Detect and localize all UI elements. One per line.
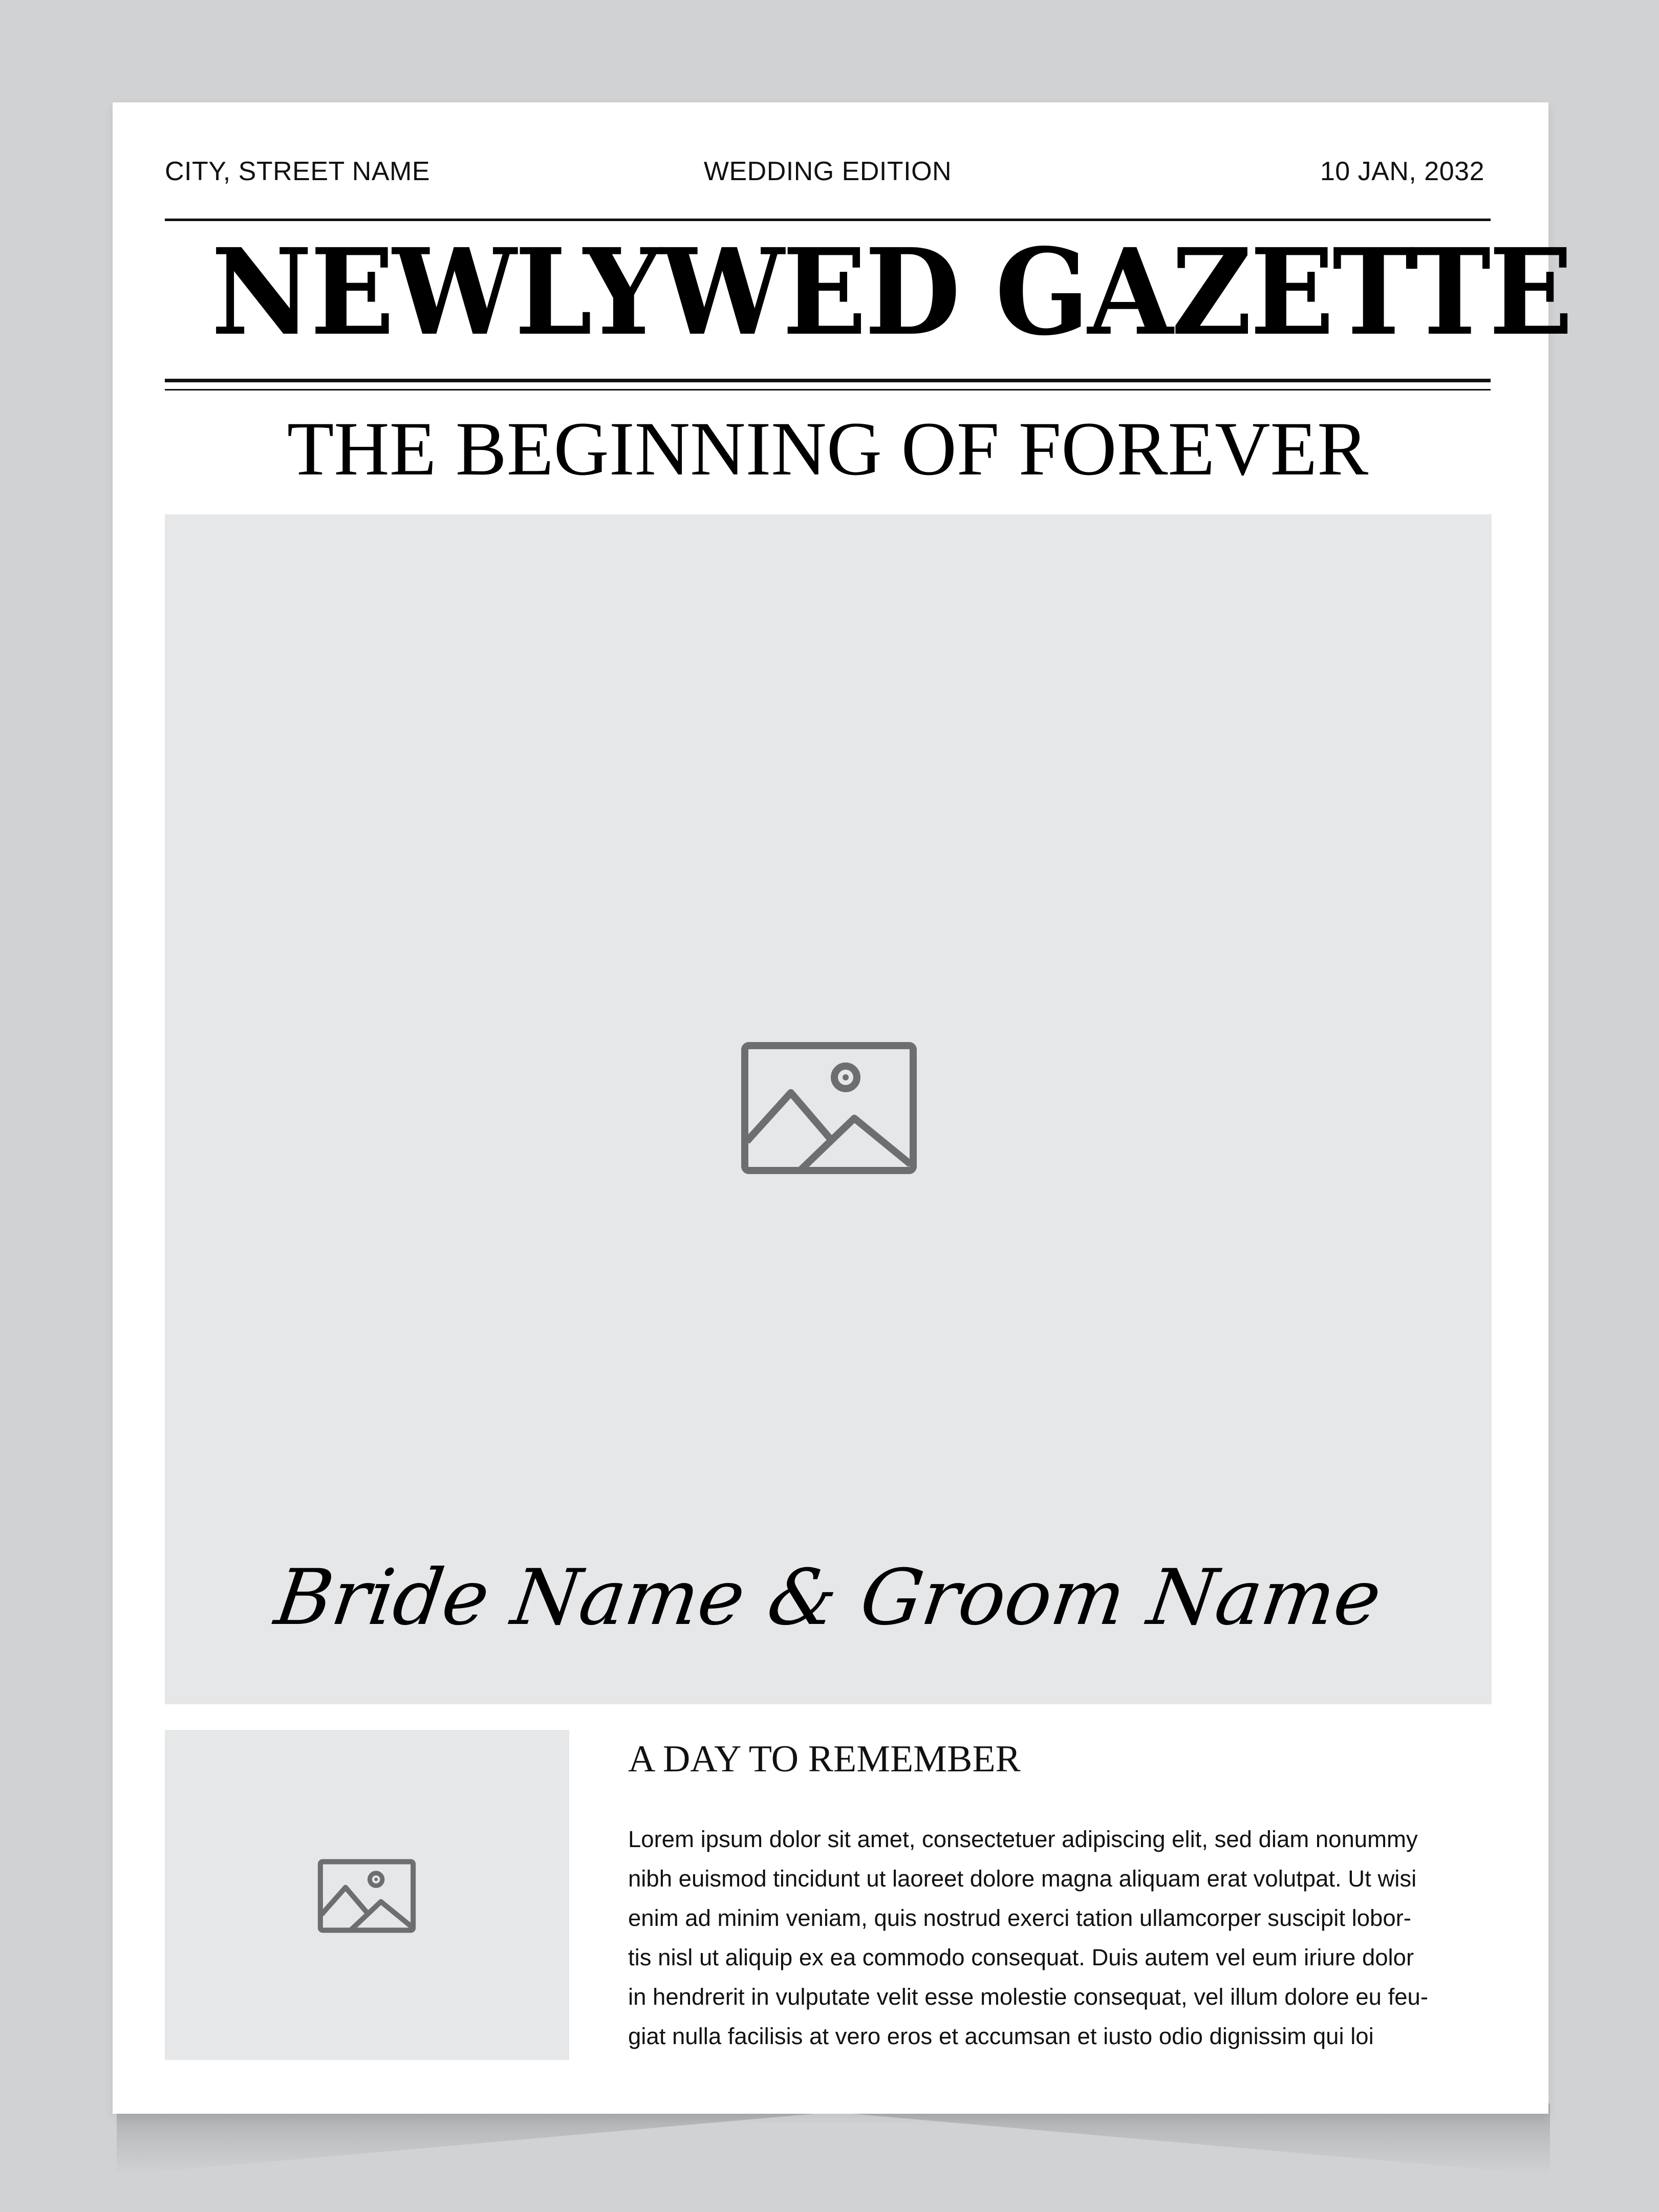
hero-photo-placeholder[interactable] (165, 514, 1492, 1704)
masthead-title: NEWLYWED GAZETTE (211, 222, 1571, 362)
article-line: giat nulla facilisis at vero eros et accumsan et iusto odio dignissim qui loi (628, 2023, 1374, 2049)
image-placeholder-icon (741, 1042, 917, 1175)
header-date: 10 JAN, 2032 (1320, 157, 1484, 186)
thumbnail-photo-placeholder[interactable] (165, 1730, 569, 2060)
article-title: A DAY TO REMEMBER (628, 1738, 1021, 1780)
article-body (628, 1819, 1491, 2056)
couple-names: Bride Name & Groom Name (270, 1553, 1387, 1642)
article-line: tis nisl ut aliquip ex ea commodo consequat. Duis autem vel eum iriure dolor (628, 1944, 1414, 1970)
header-divider (165, 219, 1491, 221)
newspaper-page (113, 102, 1571, 2114)
masthead-subtitle: THE BEGINNING OF FOREVER (287, 406, 1369, 491)
page-shadow (117, 2103, 1550, 2175)
header-location: CITY, STREET NAME (165, 157, 430, 186)
masthead-divider-top (165, 379, 1491, 382)
article-line: in hendrerit in vulputate velit esse molestie consequat, vel illum dolore eu feu- (628, 1984, 1429, 2010)
image-placeholder-icon (317, 1859, 416, 1933)
article-line: nibh euismod tincidunt ut laoreet dolore magna aliquam erat volutpat. Ut wisi (628, 1866, 1417, 1892)
article-line: Lorem ipsum dolor sit amet, consectetuer adipiscing elit, sed diam nonummy (628, 1826, 1418, 1852)
article-line: enim ad minim veniam, quis nostrud exerci tation ullamcorper suscipit lobor- (628, 1905, 1411, 1931)
masthead-divider-bottom (165, 389, 1491, 391)
header-bar (165, 156, 1491, 192)
header-edition: WEDDING EDITION (703, 157, 952, 186)
